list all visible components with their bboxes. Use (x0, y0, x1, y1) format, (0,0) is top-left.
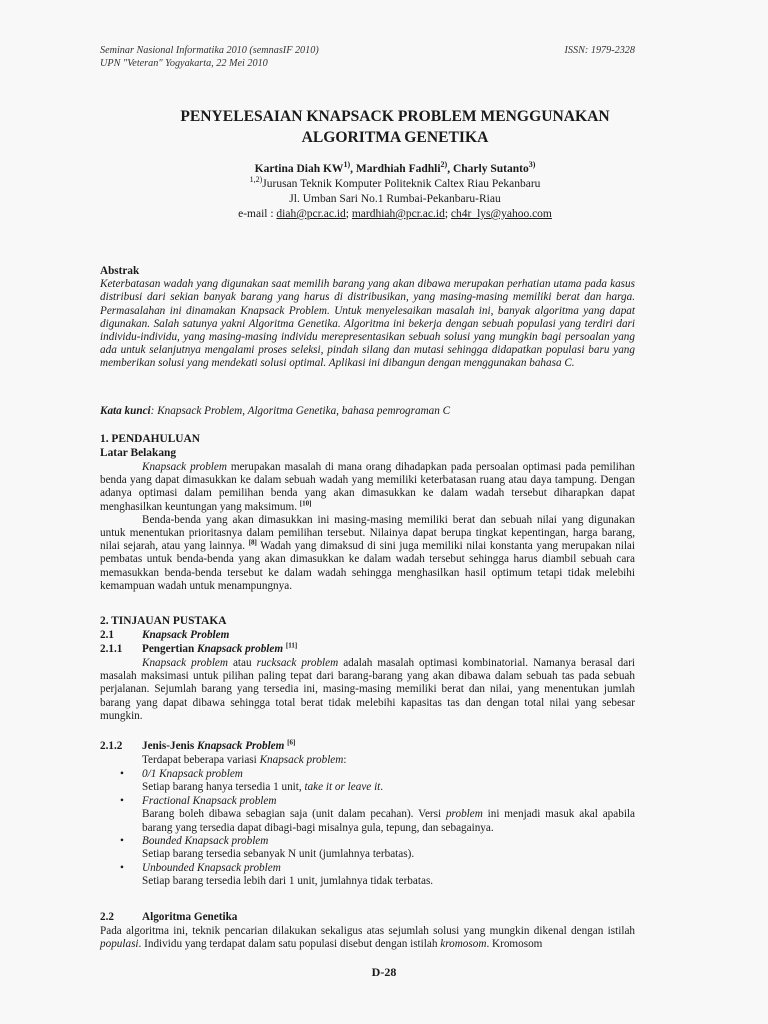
title-line-2: ALGORITMA GENETIKA (301, 129, 489, 146)
email-link-3[interactable]: ch4r_lys@yahoo.com (450, 208, 552, 220)
subsection-number: 2.1.2 (100, 740, 123, 752)
paragraph-1-text: merupakan masalah di mana orang dihadapkan pada persoalan optimasi pada pemilihan benda yang dapat dimasukkan ke dalam sebuah wadah yang memiliki keterbatasan ruang atau daya tampung. Dengan adanya optimasi dalam pemilihan benda yang akan dimasukkan ke dalam wadah tersebut diharapkan dapat menghasilkan keuntungan yang maksimum. (100, 461, 635, 513)
author-1-mark: 1) (343, 160, 351, 170)
subsection-title-it: Knapsack problem (197, 643, 284, 655)
abstract-heading: Abstrak (100, 265, 140, 277)
variant-desc (142, 781, 635, 794)
affiliation (100, 177, 690, 192)
term-populasi: populasi (100, 938, 139, 951)
subsection-title: Knapsack Problem (142, 629, 230, 641)
variant-desc-b: . (380, 781, 384, 794)
paragraph-4-text-c: . Kromosom (486, 938, 543, 951)
variant-title: Fractional Knapsack problem (142, 794, 277, 807)
abstract-text: Keterbatasan wadah yang digunakan saat memilih barang yang akan dibawa merupakan perhatian utama pada kasus distribusi dari sekian banyak barang yang harus di distribusikan, yang masing-masing memiliki berat dan harga. Permasalahan ini dinamakan Knapsack Problem. Untuk menyelesaikan masalah ini, banyak algoritma yang dapat digunakan. Salah satunya yakni Algoritma Genetika. Algoritma ini bekerja dengan sebuah populasi yang terdiri dari individu-individu, yang masing-masing individu merepresentasikan sebuah solusi yang mungkin bagi persoalan yang ada untuk selanjutnya mengalami proses seleksi, pindah silang dan mutasi sehingga didapatkan populasi baru yang memberikan solusi yang mendekati solusi optimal. Aplikasi ini dibangun dengan menggunakan bahasa C. (100, 278, 635, 370)
variant-desc-b: ini menjadi masuk akal apabila barang yang tersedia dapat dibagi-bagi misalnya gula, tepung, dan sebagainya. (142, 808, 635, 834)
variant-desc (142, 848, 635, 861)
conference-name: Seminar Nasional Informatika 2010 (semnasIF 2010) (100, 45, 319, 56)
variant-desc (142, 808, 635, 835)
variant-desc-a: Barang boleh dibawa sebagian saja (unit dalam pecahan). Versi (142, 808, 446, 821)
variants-intro (142, 754, 635, 767)
variants-intro-it: Knapsack problem (259, 754, 344, 766)
subsection-title-a: Pengertian (142, 643, 197, 655)
paragraph-4 (100, 925, 635, 951)
author-2-mark: 2) (440, 160, 448, 170)
variant-desc-a: Setiap barang hanya tersedia 1 unit, (142, 781, 305, 794)
term-kromosom: kromosom (440, 938, 487, 951)
section-1-subheading: Latar Belakang (100, 447, 177, 459)
keywords (100, 405, 635, 418)
variant-desc-it: problem (445, 808, 483, 821)
citation: [11] (285, 641, 298, 650)
email-link-2[interactable]: mardhiah@pcr.ac.id (351, 208, 445, 220)
bullet-icon: • (120, 835, 124, 848)
affiliation-mark: 1,2) (249, 175, 263, 185)
subsection-number: 2.1.1 (100, 643, 123, 655)
keywords-label: Kata kunci (100, 405, 151, 417)
paragraph-4-text-a: Pada algoritma ini, teknik pencarian dilakukan sekaligus atas sejumlah solusi yang mungkin dikenal dengan istilah (100, 925, 635, 937)
variant-title: Unbounded Knapsack problem (142, 861, 281, 874)
author-3: , Charly Sutanto (447, 163, 529, 175)
variant-desc-it: take it or leave it (304, 781, 381, 794)
bullet-icon: • (120, 768, 124, 780)
paper-title (100, 106, 690, 148)
subsection-title-a: Jenis-Jenis (142, 740, 198, 752)
paragraph-4-text-b: . Individu yang terdapat dalam satu populasi disebut dengan istilah (138, 938, 441, 951)
citation: [8] (248, 538, 257, 547)
bullet-icon: • (120, 861, 124, 874)
subsection-2-2-heading (100, 911, 237, 924)
issn: ISSN: 1979-2328 (564, 45, 635, 56)
variants-intro-b: : (343, 754, 347, 766)
term-knapsack: Knapsack problem (142, 461, 227, 473)
paragraph-2 (100, 514, 635, 593)
email-link-1[interactable]: diah@pcr.ac.id (276, 208, 346, 220)
list-item (100, 862, 635, 889)
citation: [10] (299, 498, 312, 507)
subsection-2-1-heading (100, 629, 229, 642)
paragraph-3-text-a: atau (227, 657, 257, 669)
knapsack-variant-list (100, 768, 635, 889)
subsection-number: 2.1 (100, 629, 114, 641)
author-names (100, 162, 690, 177)
variant-desc-a: Setiap barang tersedia sebanyak N unit (jumlahnya terbatas). (142, 848, 415, 861)
variant-desc-a: Setiap barang tersedia lebih dari 1 unit, jumlahnya tidak terbatas. (142, 875, 434, 888)
paragraph-1 (100, 461, 635, 514)
address: Jl. Umban Sari No.1 Rumbai-Pekanbaru-Riau (289, 193, 501, 205)
paragraph-3 (100, 657, 635, 723)
subsection-2-1-2-heading (100, 740, 295, 753)
section-2-heading: 2. TINJAUAN PUSTAKA (100, 615, 227, 627)
author-2: , Mardhiah Fadhli (350, 163, 441, 175)
conference-venue: UPN "Veteran" Yogyakarta, 22 Mei 2010 (100, 58, 268, 69)
section-1-heading: 1. PENDAHULUAN (100, 433, 200, 445)
email-line: e-mail : diah@pcr.ac.id; mardhiah@pcr.ac.id; ch4r_lys@yahoo.com (238, 208, 552, 220)
variant-title: Bounded Knapsack problem (142, 835, 269, 848)
email-label: e-mail : (238, 208, 277, 220)
abstract-section (100, 265, 635, 371)
affiliation-text: Jurusan Teknik Komputer Politeknik Caltex Riau Pekanbaru (262, 178, 541, 190)
variant-desc (142, 875, 635, 888)
list-item (100, 795, 635, 835)
section-1-body (100, 461, 635, 593)
subsection-title: Algoritma Genetika (142, 911, 238, 923)
subsection-2-1-1-heading (100, 643, 297, 656)
subsection-number: 2.2 (100, 911, 114, 923)
term-knapsack: Knapsack problem (142, 657, 228, 669)
variant-title: 0/1 Knapsack problem (142, 768, 243, 780)
list-item (100, 835, 635, 862)
paragraph-3-text-b: adalah masalah optimasi kombinatorial. Namanya berasal dari masalah maksimasi untuk pilihan paling tepat dari barang-barang yang akan dibawa dalam sebuah tas pada sebuah perjalanan. Sejumlah barang yang tersedia ini, masing-masing memiliki berat dan nilai, yang menentukan jumlah barang yang dapat dibawa sehingga total berat tidak melebihi kapasitas tas dan dengan total nilai yang sebesar mungkin. (100, 657, 635, 722)
title-line-1: PENYELESAIAN KNAPSACK PROBLEM MENGGUNAKAN (180, 108, 610, 125)
variants-intro-a: Terdapat beberapa variasi (142, 754, 260, 766)
running-header-left (100, 44, 319, 70)
subsection-title-it: Knapsack Problem (197, 740, 285, 752)
keywords-text: : Knapsack Problem, Algoritma Genetika, bahasa pemrograman C (150, 405, 451, 417)
page-number: D-28 (371, 965, 397, 979)
author-block (100, 162, 690, 222)
citation: [6] (287, 738, 296, 747)
author-1: Kartina Diah KW (254, 163, 344, 175)
paragraph-2-text-b: Wadah yang dimaksud di sini juga memiliki nilai konstanta yang merupakan nilai pembatas untuk benda-benda yang akan dimasukkan ke dalam wadah tersebut sehingga harus diambil sebuah cara memasukkan benda-benda tersebut ke dalam wadah sehingga menghasilkan hasil optimum tetapi tidak melebihi kemampuan wadah untuk menampungnya. (100, 540, 636, 592)
bullet-icon: • (120, 794, 124, 807)
author-3-mark: 3) (528, 160, 536, 170)
term-rucksack: rucksack problem (256, 657, 339, 669)
list-item (100, 768, 635, 795)
paragraph-2-text-a: Benda-benda yang akan dimasukkan ini masing-masing memiliki berat dan sebuah nilai yang digunakan untuk menentukan prioritasnya dalam pemilihan tersebut. Nilainya dapat berupa tingkat kepentingan, harga barang, nilai sejarah, atau yang lainnya. (100, 513, 635, 553)
